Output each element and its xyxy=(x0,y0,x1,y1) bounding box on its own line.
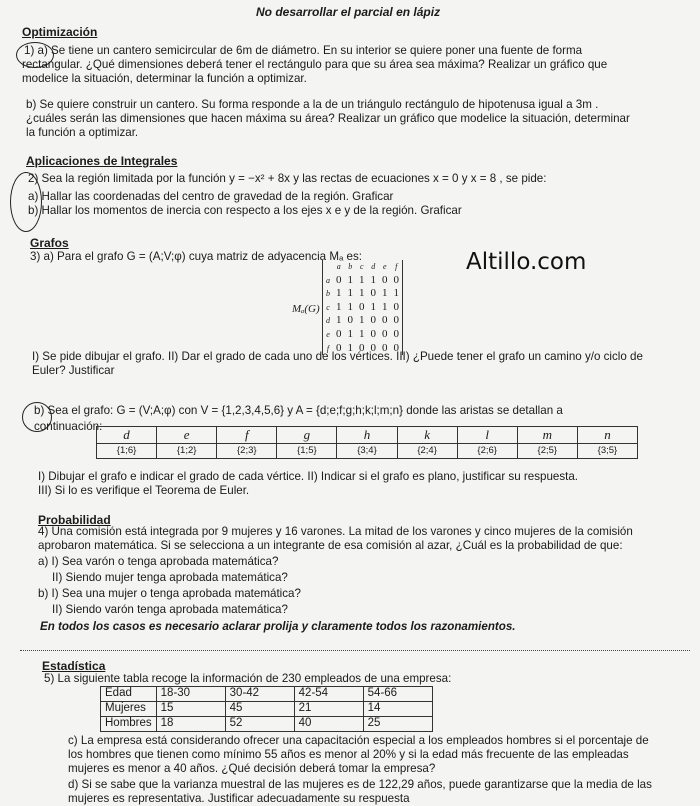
matrix-corner xyxy=(323,260,334,274)
edge-value-cell: {1;5} xyxy=(277,444,337,459)
section-title-probabilidad: Probabilidad xyxy=(38,513,111,527)
matrix-row-label: c xyxy=(326,302,330,312)
matrix-cell: 1 xyxy=(347,341,353,354)
matrix-row-label: d xyxy=(326,316,330,326)
q3b-line2: continuación: xyxy=(34,420,103,433)
q4-line6: II) Siendo varón tenga aprobada matemática? xyxy=(52,603,288,616)
matrix-cell: 0 xyxy=(393,341,399,354)
edge-value-cell: {2;6} xyxy=(457,444,517,459)
age-table-cell: 14 xyxy=(363,702,432,717)
matrix-col-label: b xyxy=(348,262,353,271)
edge-name-cell: k xyxy=(397,427,457,444)
matrix-cell: 1 xyxy=(347,287,353,300)
matrix-row xyxy=(323,314,403,328)
matrix-row xyxy=(323,287,403,301)
age-table-cell: Mujeres xyxy=(101,702,157,717)
matrix-col-label: f xyxy=(395,262,398,271)
matrix-cell: 0 xyxy=(393,273,399,286)
matrix-cell: 0 xyxy=(370,314,376,327)
section-title-estadistica: Estadística xyxy=(42,659,106,673)
qd-line1: d) Si se sabe que la varianza muestral de las mujeres es de 122,29 años, puede garantizarse que la media de las xyxy=(68,778,652,791)
matrix-cell: 0 xyxy=(370,287,376,300)
q4-line4: II) Siendo mujer tenga aprobada matemática? xyxy=(52,571,288,584)
matrix-cell: 0 xyxy=(336,341,342,354)
matrix-cell: 0 xyxy=(359,300,365,313)
qd-line2: mujeres es representativa. Justificar adecuadamente su respuesta xyxy=(68,792,410,805)
section-title-grafos: Grafos xyxy=(30,236,69,250)
watermark-logo: Altillo.com xyxy=(466,249,587,275)
edge-value-cell: {2;3} xyxy=(217,444,277,459)
matrix-col-label: e xyxy=(382,262,387,271)
section-title-integrales: Aplicaciones de Integrales xyxy=(26,154,178,168)
matrix-col-label: a xyxy=(336,262,341,271)
qc-line3: mujeres es menor a 40 años. ¿Qué decisión deberá tomar la empresa? xyxy=(68,762,436,775)
q4-line3: a) I) Sea varón o tenga aprobada matemática? xyxy=(38,555,279,568)
q1a-line1: 1) a) Se tiene un cantero semicircular de 6m de diámetro. En su interior se quiere poner una fuente de forma xyxy=(24,44,583,57)
age-header-cell: 42-54 xyxy=(294,687,363,702)
edge-value-cell: {3;5} xyxy=(577,444,637,459)
matrix-cell: 0 xyxy=(382,341,388,354)
age-table-cell: 45 xyxy=(225,702,294,717)
matrix-cell: 0 xyxy=(370,341,376,354)
matrix-cell: 1 xyxy=(359,273,365,286)
matrix-cell: 0 xyxy=(370,327,376,340)
matrix-cell: 1 xyxy=(336,300,342,313)
matrix-cell: 0 xyxy=(359,341,365,354)
q3a-task-line1: I) Se pide dibujar el grafo. II) Dar el grado de cada uno de los vértices. III) ¿Puede tener el grafo un camino y/o ciclo de xyxy=(32,350,643,363)
edge-value-cell: {3;4} xyxy=(337,444,397,459)
probabilidad-note: En todos los casos es necesario aclarar prolija y claramente todos los razonamientos. xyxy=(40,620,516,633)
matrix-cell: 1 xyxy=(336,314,342,327)
age-header-cell: 54-66 xyxy=(363,687,432,702)
matrix-cell: 0 xyxy=(347,314,353,327)
matrix-row-label: e xyxy=(326,329,330,339)
matrix-row-label: a xyxy=(326,275,330,285)
q3a-task-line2: Euler? Justificar xyxy=(32,364,115,377)
q1b-line1: b) Se quiere construir un cantero. Su forma responde a la de un triángulo rectángulo de hipotenusa igual a 3m . xyxy=(26,98,599,111)
age-table-cell: 52 xyxy=(225,717,294,732)
q1a-line3: modelice la situación, determinar la función a optimizar. xyxy=(22,72,307,85)
q3b-task-line2: III) Si lo es verifique el Teorema de Euler. xyxy=(38,484,250,497)
matrix-cell: 1 xyxy=(382,287,388,300)
edges-table xyxy=(96,426,638,459)
age-table-cell: 18 xyxy=(156,717,225,732)
q3b-line1: b) Sea el grafo: G = (V;A;φ) con V = {1,2,3,4,5,6} y A = {d;e;f;g;h;k;l;m;n} donde las aristas se detallan a xyxy=(34,404,563,417)
age-table-cell: 21 xyxy=(294,702,363,717)
edge-name-cell: h xyxy=(337,427,397,444)
matrix-cell: 0 xyxy=(336,327,342,340)
age-table-cell: 15 xyxy=(156,702,225,717)
matrix-cell: 1 xyxy=(382,300,388,313)
exam-header: No desarrollar el parcial en lápiz xyxy=(256,5,441,19)
q1b-line3: la función a optimizar. xyxy=(26,126,139,139)
q2-line3: b) Hallar los momentos de inercia con respecto a los ejes x e y de la región. Graficar xyxy=(28,204,462,217)
matrix-cell: 0 xyxy=(382,327,388,340)
matrix-cell: 1 xyxy=(336,287,342,300)
edge-name-cell: l xyxy=(457,427,517,444)
matrix-col-label: d xyxy=(371,262,376,271)
edge-name-cell: e xyxy=(157,427,217,444)
q3b-task-line1: I) Dibujar el grafo e indicar el grado de cada vértice. II) Indicar si el grafo es plano, justificar su respuesta. xyxy=(38,470,579,483)
matrix-cell: 1 xyxy=(359,314,365,327)
adjacency-matrix xyxy=(322,260,403,355)
age-table-cell: 40 xyxy=(294,717,363,732)
matrix-col-label: c xyxy=(359,262,364,271)
edge-value-cell: {2;4} xyxy=(397,444,457,459)
q2-line2: a) Hallar las coordenadas del centro de gravedad de la región. Graficar xyxy=(28,190,394,203)
q1b-line2: ¿cuáles serán las dimensiones que hacen máxima su área? Realizar un gráfico que modelice la situación, determinar xyxy=(26,112,630,125)
age-table-cell: Hombres xyxy=(101,717,157,732)
age-header-cell: 18-30 xyxy=(156,687,225,702)
age-header-cell: Edad xyxy=(101,687,157,702)
matrix-row xyxy=(323,274,403,288)
edge-name-cell: n xyxy=(577,427,637,444)
matrix-cell: 1 xyxy=(347,300,353,313)
matrix-cell: 1 xyxy=(370,273,376,286)
matrix-cell: 1 xyxy=(347,327,353,340)
matrix-cell: 1 xyxy=(370,300,376,313)
edge-value-cell: {1;6} xyxy=(97,444,157,459)
matrix-cell: 1 xyxy=(347,273,353,286)
matrix-row xyxy=(323,301,403,315)
matrix-cell: 1 xyxy=(359,287,365,300)
matrix-cell: 1 xyxy=(393,287,399,300)
matrix-cell: 0 xyxy=(382,314,388,327)
q4-line1: 4) Una comisión está integrada por 9 mujeres y 16 varones. La mitad de los varones y cinco mujeres de la comisión xyxy=(38,525,633,538)
matrix-cell: 0 xyxy=(393,314,399,327)
matrix-cell: 0 xyxy=(393,327,399,340)
q4-line5: b) I) Sea una mujer o tenga aprobada matemática? xyxy=(38,587,301,600)
age-header-cell: 30-42 xyxy=(225,687,294,702)
q4-line2: aprobaron matemática. Si se selecciona a un integrante de esa comisión al azar, ¿Cuál es la probabilidad de que: xyxy=(38,539,623,552)
matrix-cell: 1 xyxy=(359,327,365,340)
matrix-label: Mₐ(G) xyxy=(292,303,320,315)
qc-line1: c) La empresa está considerando ofrecer una capacitación especial a los empleados hombres si el porcentaje de xyxy=(68,734,649,747)
matrix-row-label: b xyxy=(326,289,330,299)
qc-line2: los hombres que tienen como mínimo 55 años es menor al 20% y si la edad más frecuente de las empleadas xyxy=(68,748,629,761)
edge-value-cell: {2;5} xyxy=(517,444,577,459)
edge-name-cell: f xyxy=(217,427,277,444)
edge-name-cell: m xyxy=(517,427,577,444)
edge-name-cell: g xyxy=(277,427,337,444)
matrix-cell: 0 xyxy=(393,300,399,313)
edge-name-cell: d xyxy=(97,427,157,444)
section-divider xyxy=(20,650,690,651)
q1a-line2: rectangular. ¿Qué dimensiones deberá tener el rectángulo para que su área sea máxima? Realizar un gráfico que xyxy=(22,58,608,71)
ages-table xyxy=(100,686,433,732)
q5-text: 5) La siguiente tabla recoge la información de 230 empleados de una empresa: xyxy=(44,672,452,685)
matrix-row xyxy=(323,328,403,342)
matrix-row-label: f xyxy=(326,343,330,353)
edge-value-cell: {1;2} xyxy=(157,444,217,459)
q2-line1: 2) Sea la región limitada por la función y = −x² + 8x y las rectas de ecuaciones x = 0 y x = 8 , se pide: xyxy=(28,172,547,185)
age-table-cell: 25 xyxy=(363,717,432,732)
matrix-cell: 0 xyxy=(336,273,342,286)
section-title-optimizacion: Optimización xyxy=(22,25,98,39)
q3a-text: 3) a) Para el grafo G = (A;V;φ) cuya matriz de adyacencia Mₐ es: xyxy=(30,250,362,263)
matrix-cell: 0 xyxy=(382,273,388,286)
